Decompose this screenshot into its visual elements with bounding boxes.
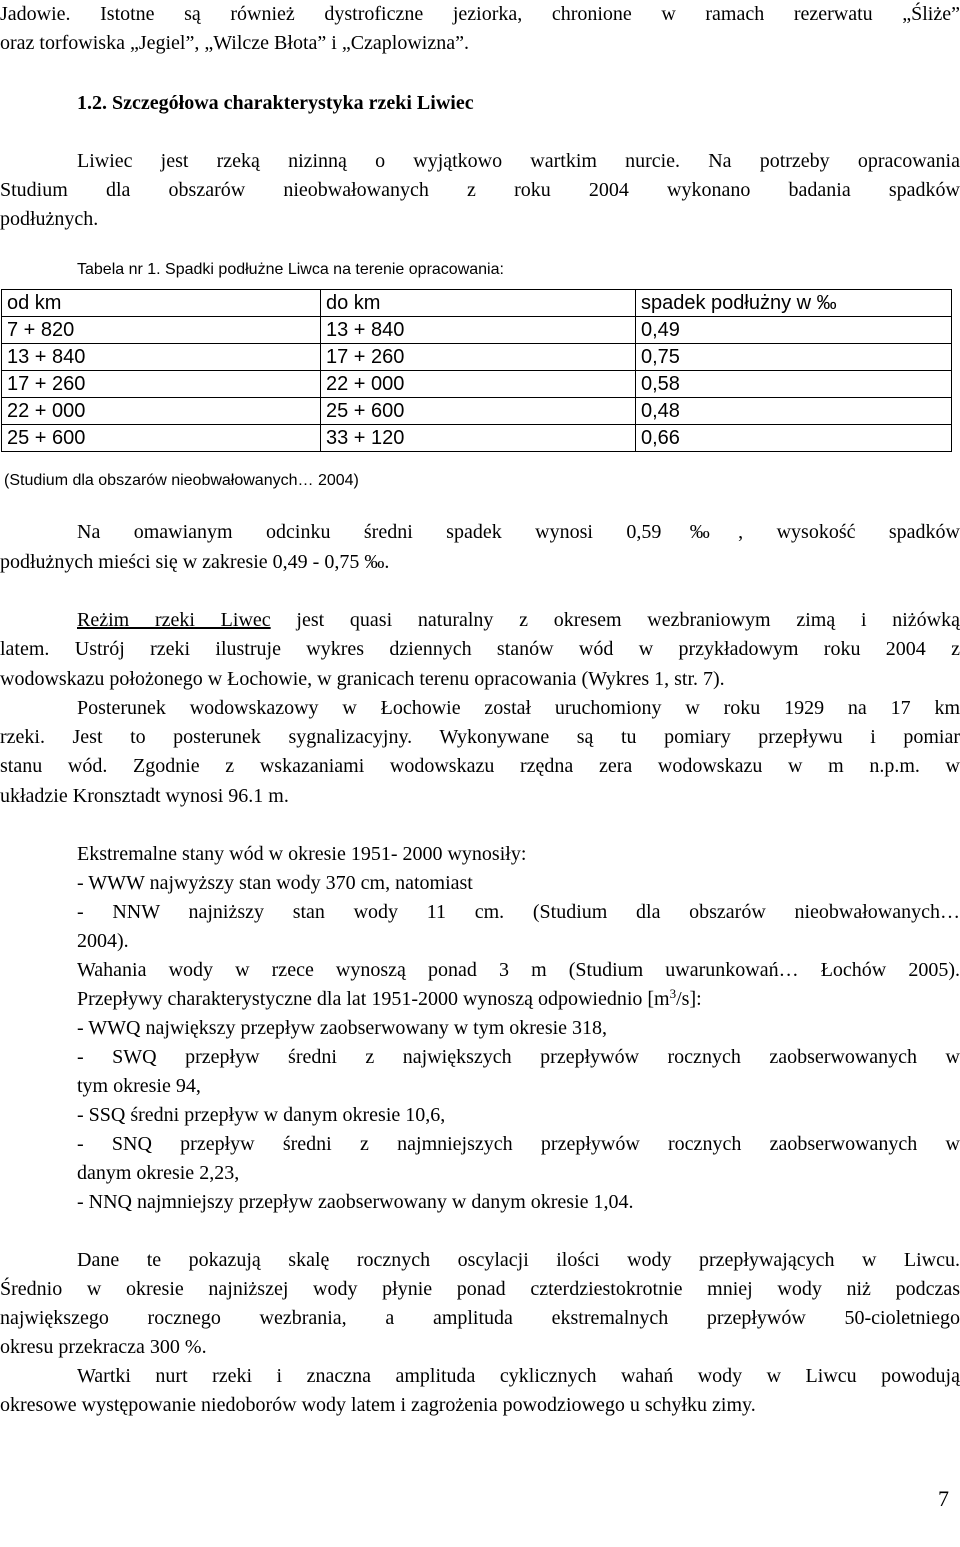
list-item: - NNQ najmniejszy przepływ zaobserwowany w danym okresie 1,04. — [77, 1191, 634, 1213]
text-line: Dane te pokazują skalę rocznych oscylacji ilości wody przepływających w Liwcu. — [77, 1249, 960, 1271]
table-cell: 13 + 840 — [321, 317, 636, 344]
list-item: - SSQ średni przepływ w danym okresie 10,6, — [77, 1104, 446, 1126]
text-line: podłużnych. — [0, 208, 99, 230]
text-span: /s]: — [676, 988, 702, 1010]
text-line: Na omawianym odcinku średni spadek wynosi 0,59‰, wysokość spadków — [77, 521, 960, 543]
table-cell: 25 + 600 — [321, 398, 636, 425]
text-line: okresu przekracza 300 %. — [0, 1336, 207, 1358]
slope-table — [1, 289, 952, 452]
text-line: wodowskazu położonego w Łochowie, w granicach terenu opracowania (Wykres 1, str. 7). — [0, 668, 725, 690]
table-header-cell: spadek podłużny w ‰ — [636, 290, 952, 317]
table-header-row — [2, 290, 952, 317]
table-cell: 22 + 000 — [2, 398, 321, 425]
table-caption: Tabela nr 1. Spadki podłużne Liwca na terenie opracowania: — [77, 261, 504, 278]
superscript: 3 — [669, 986, 677, 1001]
table-row — [2, 398, 952, 425]
list-item: - SWQ przepływ średni z największych przepływów rocznych zaobserwowanych w — [77, 1046, 960, 1068]
text-line: stanu wód. Zgodnie z wskazaniami wodowskazu rzędna zera wodowskazu w m n.p.m. w — [0, 755, 960, 777]
text-span: jest quasi naturalny z okresem wezbraniowym zimą i niżówką — [270, 609, 960, 631]
regime-link-text: Reżim rzeki Liwec — [77, 609, 271, 631]
text-span: Przepływy charakterystyczne dla lat 1951-2000 wynoszą odpowiednio [m — [77, 988, 670, 1010]
text-line: układzie Kronsztadt wynosi 96.1 m. — [0, 785, 289, 807]
table-source: (Studium dla obszarów nieobwałowanych… 2004) — [4, 472, 359, 489]
table-row — [2, 344, 952, 371]
table-cell: 0,75 — [636, 344, 952, 371]
table-cell: 0,48 — [636, 398, 952, 425]
text-line: Średnio w okresie najniższej wody płynie ponad czterdziestokrotnie mniej wody niż podczas — [0, 1278, 960, 1300]
table-cell: 0,66 — [636, 425, 952, 452]
table-cell: 0,58 — [636, 371, 952, 398]
text-line: Wahania wody w rzece wynoszą ponad 3 m (Studium uwarunkowań… Łochów 2005). — [77, 959, 960, 981]
text-line: Wartki nurt rzeki i znaczna amplituda cyklicznych wahań wody w Liwcu powodują — [77, 1365, 960, 1387]
table-cell: 33 + 120 — [321, 425, 636, 452]
text-line: Jadowie. Istotne są również dystroficzne jeziorka, chronione w ramach rezerwatu „Śliże” — [0, 3, 960, 25]
table-cell: 17 + 260 — [2, 371, 321, 398]
list-item: danym okresie 2,23, — [77, 1162, 240, 1184]
table-row — [2, 317, 952, 344]
text-line: - NNW najniższy stan wody 11 cm. (Studium dla obszarów nieobwałowanych… — [77, 901, 960, 923]
text-line — [77, 985, 960, 1013]
text-line: Posterunek wodowskazowy w Łochowie został uruchomiony w roku 1929 na 17 km — [77, 697, 960, 719]
text-line: Liwiec jest rzeką nizinną o wyjątkowo wartkim nurcie. Na potrzeby opracowania — [77, 150, 960, 172]
text-line: latem. Ustrój rzeki ilustruje wykres dziennych stanów wód w przykładowym roku 2004 z — [0, 638, 960, 660]
text-line: rzeki. Jest to posterunek sygnalizacyjny. Wykonywane są tu pomiary przepływu i pomiar — [0, 726, 960, 748]
table-header-cell: do km — [321, 290, 636, 317]
section-heading: 1.2. Szczegółowa charakterystyka rzeki Liwiec — [77, 92, 474, 114]
table-cell: 22 + 000 — [321, 371, 636, 398]
list-item: - SNQ przepływ średni z najmniejszych przepływów rocznych zaobserwowanych w — [77, 1133, 960, 1155]
text-line: Studium dla obszarów nieobwałowanych z roku 2004 wykonano badania spadków — [0, 179, 960, 201]
table-cell: 25 + 600 — [2, 425, 321, 452]
list-item: - WWQ największy przepływ zaobserwowany w tym okresie 318, — [77, 1017, 608, 1039]
text-line: podłużnych mieści się w zakresie 0,49 - 0,75 ‰. — [0, 551, 390, 573]
text-line: okresowe występowanie niedoborów wody latem i zagrożenia powodziowego u schyłku zimy. — [0, 1394, 756, 1416]
page-number: 7 — [938, 1486, 949, 1511]
table-cell: 17 + 260 — [321, 344, 636, 371]
text-line: 2004). — [77, 930, 129, 952]
text-line — [77, 606, 960, 634]
table-cell: 13 + 840 — [2, 344, 321, 371]
text-line: największego rocznego wezbrania, a amplituda ekstremalnych przepływów 50-cioletniego — [0, 1307, 960, 1329]
text-line: - WWW najwyższy stan wody 370 cm, natomiast — [77, 872, 473, 894]
table-row — [2, 425, 952, 452]
table-header-cell: od km — [2, 290, 321, 317]
text-line: Ekstremalne stany wód w okresie 1951- 2000 wynosiły: — [77, 843, 527, 865]
table-row — [2, 371, 952, 398]
list-item: tym okresie 94, — [77, 1075, 201, 1097]
table-cell: 0,49 — [636, 317, 952, 344]
text-line: oraz torfowiska „Jegiel”, „Wilcze Błota” i „Czaplowizna”. — [0, 32, 469, 54]
table-cell: 7 + 820 — [2, 317, 321, 344]
